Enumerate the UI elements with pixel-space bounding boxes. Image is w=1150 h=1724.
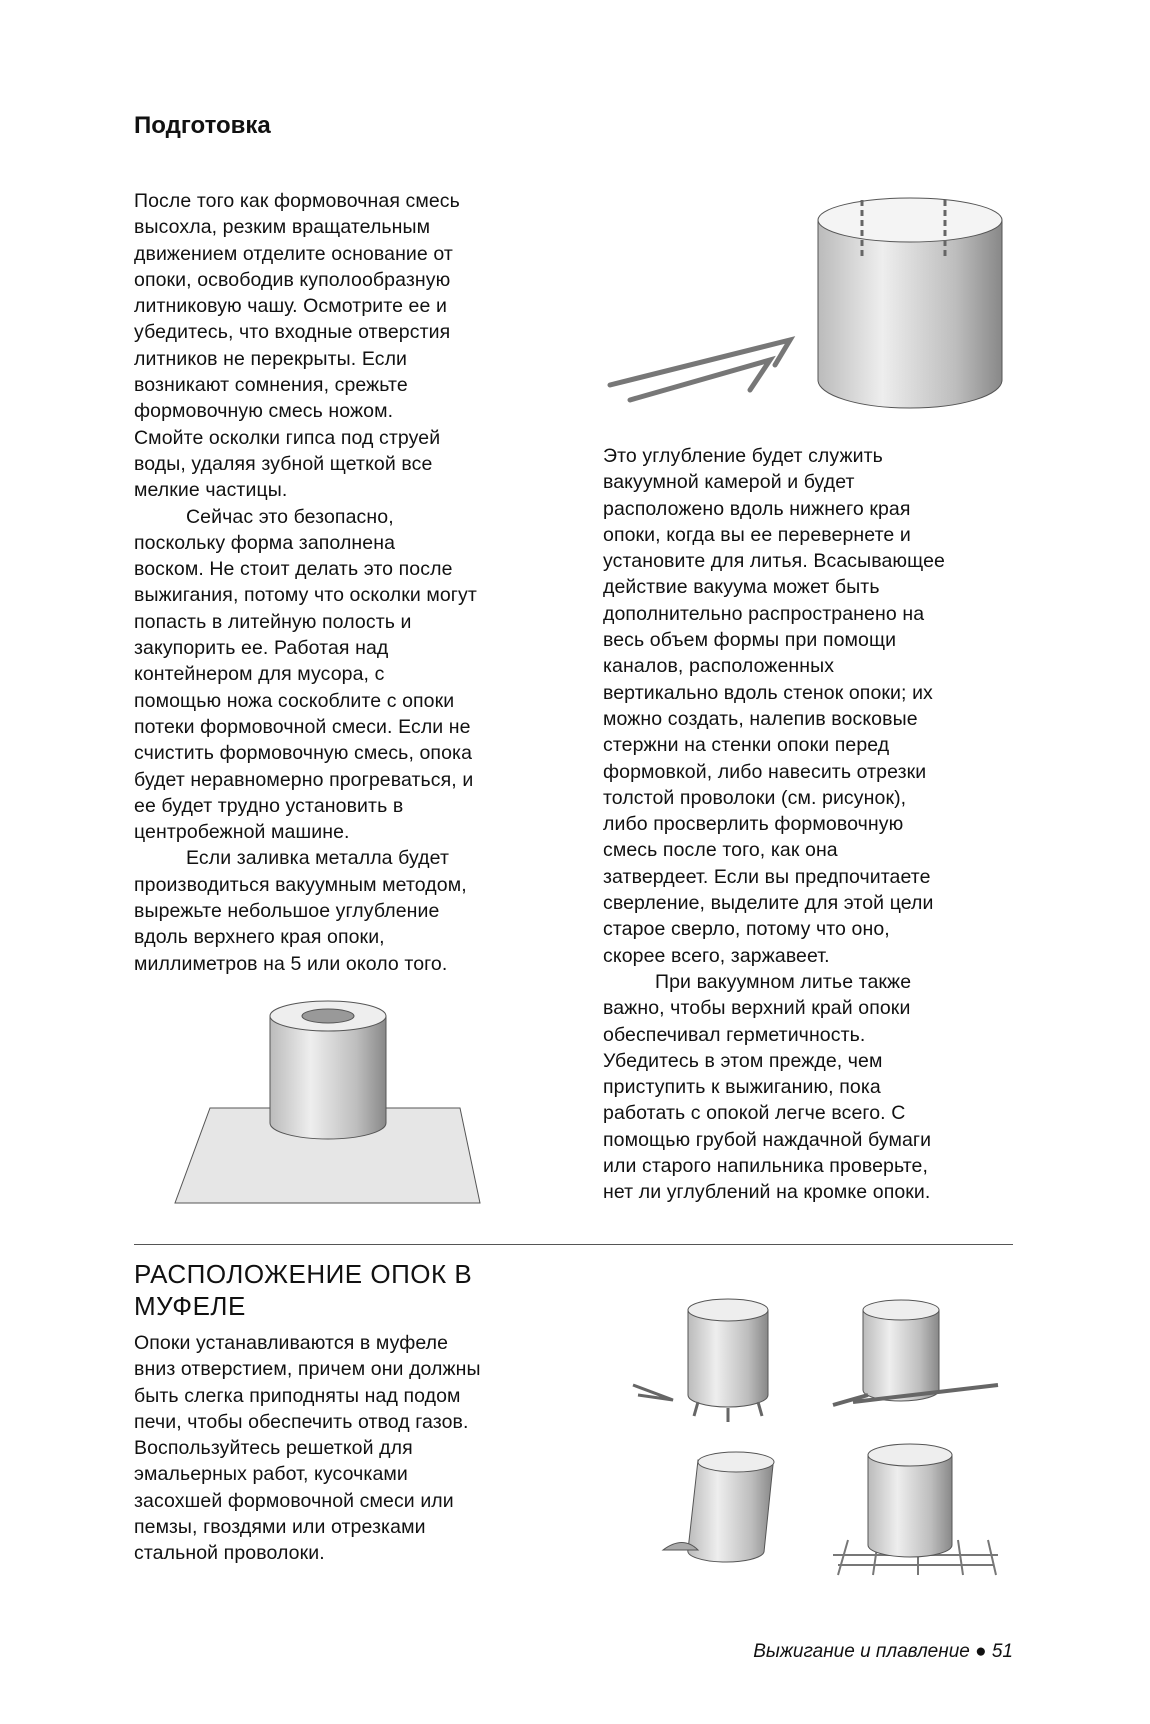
text-line: скорее всего, заржавеет. <box>603 944 830 967</box>
text-line: либо просверлить формовочную <box>603 813 904 836</box>
text-line: вакуумной камерой и будет <box>603 471 855 494</box>
text-line: воды, удаляя зубной щеткой все <box>134 452 433 475</box>
heading-line: РАСПОЛОЖЕНИЕ ОПОК В <box>134 1259 473 1289</box>
text-line: мелкие частицы. <box>134 479 288 502</box>
text-line: старое сверло, потому что оно, <box>603 918 890 941</box>
text-line: центробежной машине. <box>134 821 350 844</box>
text-line: вертикально вдоль стенок опоки; их <box>603 681 933 704</box>
text-line: расположено вдоль нижнего края <box>603 497 911 520</box>
text-line: Если заливка металла будет <box>186 847 449 870</box>
text-line: счистить формовочную смесь, опока <box>134 742 473 765</box>
text-line: Это углубление будет служить <box>603 445 883 467</box>
text-line: можно создать, налепив восковые <box>603 707 918 730</box>
text-line: движением отделите основание от <box>134 242 453 265</box>
text-line: опоки, освободив куполообразную <box>134 268 451 291</box>
text-line: каналов, расположенных <box>603 655 835 678</box>
text-line: поскольку форма заполнена <box>134 531 396 554</box>
text-line: убедитесь, что входные отверстия <box>134 321 451 344</box>
text-line: выжигания, потому что осколки могут <box>134 584 477 607</box>
text-line: ее будет трудно установить в <box>134 794 404 817</box>
text-line: засохшей формовочной смеси или <box>134 1489 454 1512</box>
text-line: вниз отверстием, причем они должны <box>134 1358 481 1381</box>
flask-tilted-on-pumice <box>663 1452 774 1562</box>
text-line: попасть в литейную полость и <box>134 610 412 633</box>
flask-with-wires-illustration <box>600 190 1020 425</box>
text-line: При вакуумном литье также <box>655 970 912 993</box>
text-line: толстой проволоки (см. рисунок), <box>603 786 907 809</box>
flask-on-base-illustration <box>170 998 490 1208</box>
text-line: действие вакуума может быть <box>603 576 880 599</box>
text-line: будет неравномерно прогреваться, и <box>134 768 474 791</box>
text-line: воском. Не стоит делать это после <box>134 558 453 581</box>
text-line: Сейчас это безопасно, <box>186 505 394 528</box>
section-heading-flask-placement <box>134 1258 472 1322</box>
text-line: миллиметров на 5 или около того. <box>134 952 448 975</box>
text-line: вдоль верхнего края опоки, <box>134 926 385 949</box>
flask-on-grid <box>833 1444 998 1575</box>
text-line: нет ли углублений на кромке опоки. <box>603 1181 931 1204</box>
flask-supports-illustration <box>628 1290 1008 1580</box>
text-line: формовкой, либо навесить отрезки <box>603 760 927 783</box>
text-line: весь объем формы при помощи <box>603 629 897 652</box>
text-line: дополнительно распространено на <box>603 602 925 625</box>
text-line: высохла, резким вращательным <box>134 216 431 239</box>
text-line: Воспользуйтесь решеткой для <box>134 1437 413 1460</box>
text-line: обеспечивал герметичность. <box>603 1023 866 1046</box>
text-line: помощью ножа соскоблите с опоки <box>134 689 455 712</box>
text-line: литников не перекрыты. Если <box>134 347 408 370</box>
text-line: возникают сомнения, срежьте <box>134 374 408 397</box>
text-line: производиться вакуумным методом, <box>134 873 467 896</box>
text-line: Смойте осколки гипса под струей <box>134 426 441 449</box>
right-column-text <box>603 443 945 1206</box>
text-line: сверление, выделите для этой цели <box>603 892 934 915</box>
text-line: приступить к выжиганию, пока <box>603 1076 881 1099</box>
text-line: стержни на стенки опоки перед <box>603 734 890 757</box>
text-line: Убедитесь в этом прежде, чем <box>603 1049 883 1072</box>
page-footer: Выжигание и плавление ● 51 <box>753 1641 1013 1662</box>
text-line: пемзы, гвоздями или отрезками <box>134 1516 426 1539</box>
heading-line: МУФЕЛЕ <box>134 1291 246 1321</box>
text-line: печи, чтобы обеспечить отвод газов. <box>134 1410 469 1433</box>
section-divider <box>134 1244 1013 1245</box>
left-column-text <box>134 188 477 977</box>
text-line: смесь после того, как она <box>603 839 838 862</box>
text-line: эмальерных работ, кусочками <box>134 1463 408 1486</box>
text-line: После того как формовочная смесь <box>134 190 460 212</box>
text-line: опоки, когда вы ее перевернете и <box>603 523 911 546</box>
flask-on-wire <box>833 1300 998 1405</box>
text-line: быть слегка приподняты над подом <box>134 1384 461 1407</box>
text-line: помощью грубой наждачной бумаги <box>603 1128 932 1151</box>
text-line: важно, чтобы верхний край опоки <box>603 997 911 1020</box>
text-line: закупорить ее. Работая над <box>134 637 389 660</box>
text-line: Опоки устанавливаются в муфеле <box>134 1332 449 1354</box>
text-line: стальной проволоки. <box>134 1542 325 1565</box>
text-line: потеки формовочной смеси. Если не <box>134 715 471 738</box>
text-line: литниковую чашу. Осмотрите ее и <box>134 295 447 318</box>
text-line: затвердеет. Если вы предпочитаете <box>603 865 931 888</box>
text-line: или старого напильника проверьте, <box>603 1155 929 1178</box>
text-line: установите для литья. Всасывающее <box>603 550 945 573</box>
text-line: вырежьте небольшое углубление <box>134 900 440 923</box>
section-heading-preparation: Подготовка <box>134 112 271 139</box>
text-line: формовочную смесь ножом. <box>134 400 394 423</box>
flask-on-nails <box>633 1299 768 1422</box>
text-line: контейнером для мусора, с <box>134 663 385 686</box>
text-line: работать с опокой легче всего. С <box>603 1102 906 1125</box>
section2-text <box>134 1330 481 1567</box>
